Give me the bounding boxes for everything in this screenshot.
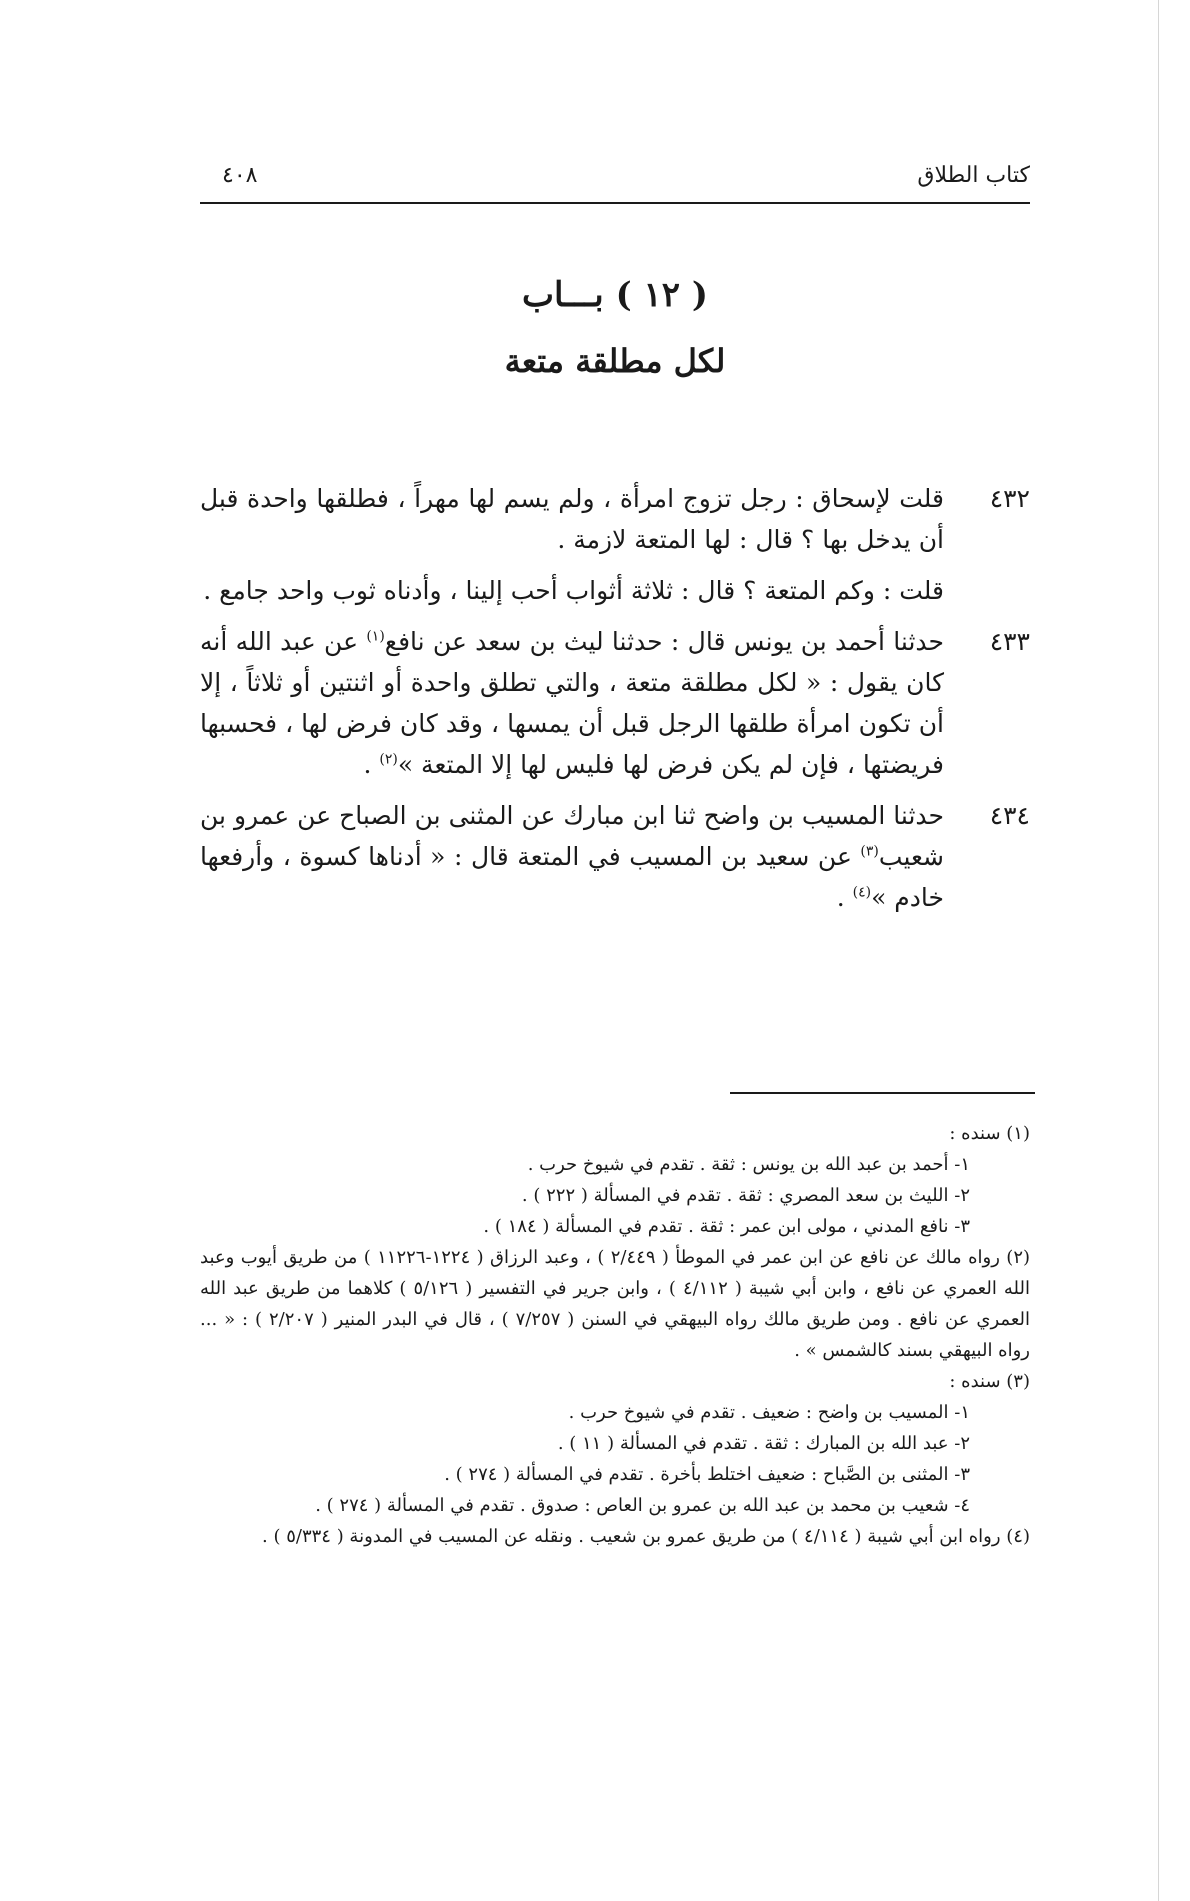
running-title: كتاب الطلاق [917,163,1030,188]
entry-434 [200,795,1030,918]
footnote-marker[interactable]: (٤) [852,884,872,901]
entry-number: ٤٣٤ [989,801,1030,830]
entry-paragraph [200,621,944,785]
chapter-heading: ( ١٢ ) بـــاب [522,275,708,315]
footnote-3-item: ١- المسيب بن واضح : ضعيف . تقدم في شيوخ حرب . [568,1402,970,1423]
entry-text-part: حدثنا المسيب بن واضح ثنا ابن مبارك عن المثنى بن الصباح عن عمرو بن شعيب [200,801,944,871]
entry-text-part: عن عبد الله أنه كان يقول : « لكل مطلقة متعة ، والتي تطلق واحدة أو اثنتين أو ثلاثاً ، إلا أن تكون امرأة طلقها الرجل قبل أن يمسها ، وقد كان فرض لها ، فحسبها فريضتها ، فإن لم يكن فرض لها فليس لها إلا المتعة » [200,627,944,779]
entry-text-part: حدثنا أحمد بن يونس قال : حدثنا ليث بن سعد عن نافع [384,627,944,656]
footnote-marker[interactable]: (٣) [860,843,879,860]
entry-432 [200,478,1030,560]
entry-number: ٤٣٣ [989,627,1030,656]
page-header [200,160,1030,204]
footnote-2: (٢) رواه مالك عن نافع عن ابن عمر في الموطأ ( ٢/٤٤٩ ) ، وعبد الرزاق ( ١٢٢٤-١١٢٢٦ ) من طريق أيوب وعبد الله العمري عن نافع ، وابن أبي شيبة ( ٤/١١٢ ) ، وابن جرير في التفسير ( ٥/١٢٦ ) كلاهما من طريق عبد الله العمري عن نافع . ومن طريق مالك رواه البيهقي في السنن ( ٧/٢٥٧ ) ، قال في البدر المنير ( ٢/٢٠٧ ) : « ... رواه البيهقي بسند كالشمس » . [200,1247,1031,1361]
footnote-1-item: ١- أحمد بن عبد الله بن يونس : ثقة . تقدم في شيوخ حرب . [527,1154,970,1175]
entry-paragraph: قلت : وكم المتعة ؟ قال : ثلاثة أثواب أحب إلينا ، وأدناه ثوب واحد جامع . [203,576,944,605]
footnote-1-item: ٢- الليث بن سعد المصري : ثقة . تقدم في المسألة ( ٢٢٢ ) . [521,1185,970,1206]
footnote-3-label: (٣) سنده : [949,1371,1030,1392]
footnote-1-label: (١) سنده : [949,1123,1030,1144]
entry-433 [200,621,1030,785]
footnotes [200,1118,1030,1552]
footnote-marker[interactable]: (١) [366,628,385,645]
entry-text-part: عن سعيد بن المسيب في المتعة قال : « أدناها كسوة ، وأرفعها خادم » [200,842,944,912]
footnote-marker[interactable]: (٢) [379,751,398,768]
page-edge-line [1158,0,1159,1901]
entry-text-part: . [836,883,853,912]
chapter-title: لكل مطلقة متعة [504,342,726,380]
footnote-3-item: ٢- عبد الله بن المبارك : ثقة . تقدم في المسألة ( ١١ ) . [557,1433,970,1454]
main-text [200,478,1030,928]
footnote-4: (٤) رواه ابن أبي شيبة ( ٤/١١٤ ) من طريق عمرو بن شعيب . ونقله عن المسيب في المدونة ( ٥/٣٣٤ ) . [262,1526,1030,1547]
page-number: ٤٠٨ [222,163,258,188]
entry-paragraph [200,795,944,918]
entry-number: ٤٣٢ [989,484,1030,513]
footnote-1-item: ٣- نافع المدني ، مولى ابن عمر : ثقة . تقدم في المسألة ( ١٨٤ ) . [483,1216,970,1237]
footnote-separator [730,1092,1035,1094]
footnote-3-item: ٣- المثنى بن الصَّباح : ضعيف اختلط بأخرة . تقدم في المسألة ( ٢٧٤ ) . [444,1464,970,1485]
entry-text-part: . [363,750,380,779]
entry-paragraph: قلت لإسحاق : رجل تزوج امرأة ، ولم يسم لها مهراً ، فطلقها واحدة قبل أن يدخل بها ؟ قال : لها المتعة لازمة . [200,484,944,554]
footnote-3-item: ٤- شعيب بن محمد بن عبد الله بن عمرو بن العاص : صدوق . تقدم في المسألة ( ٢٧٤ ) . [315,1495,970,1516]
